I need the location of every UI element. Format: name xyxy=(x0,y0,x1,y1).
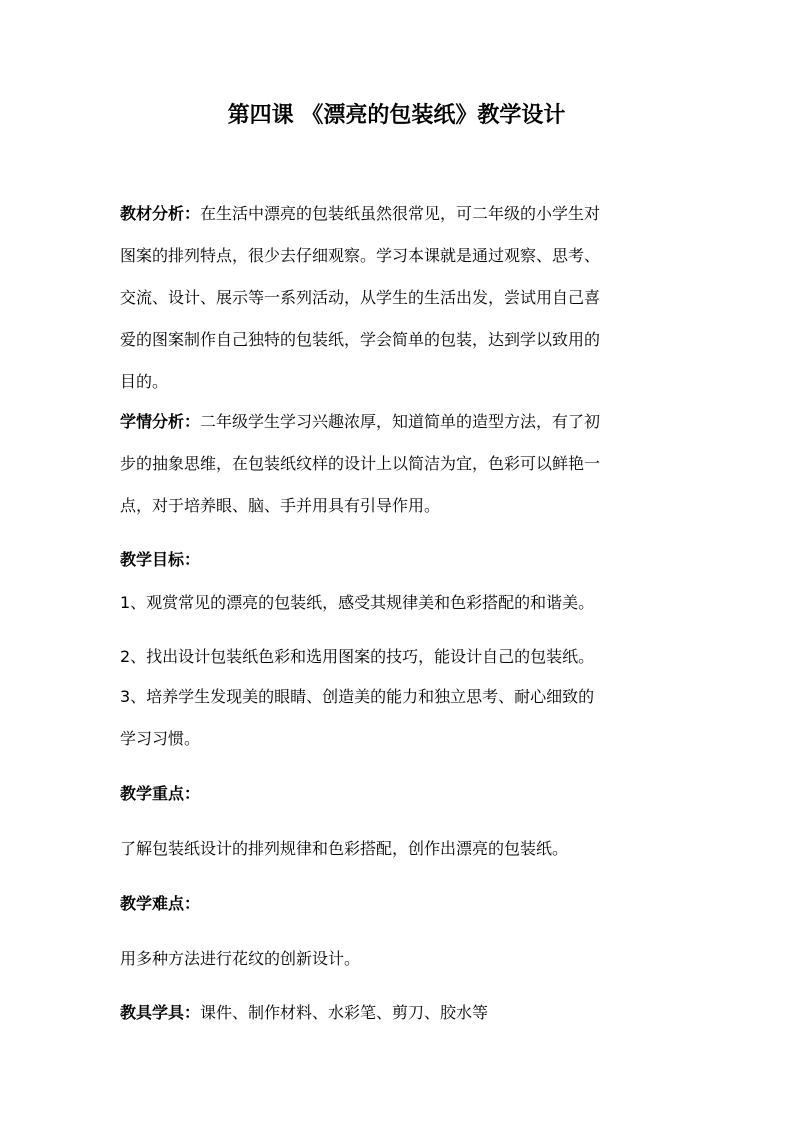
material-analysis-line: 教材分析：在生活中漂亮的包装纸虽然很常见，可二年级的小学生对 xyxy=(120,204,601,223)
tools-line xyxy=(120,997,488,1029)
student-analysis-section xyxy=(120,406,680,522)
student-analysis-line: 学情分析：二年级学生学习兴趣浓厚，知道简单的造型方法，有了初 xyxy=(120,412,601,431)
student-analysis-line: 步的抽象思维，在包装纸纹样的设计上以简洁为宜，色彩可以鲜艳一 xyxy=(120,454,601,473)
student-analysis-line: 点，对于培养眼、脑、手并用具有引导作用。 xyxy=(120,496,441,515)
material-analysis-line: 图案的排列特点，很少去仔细观察。学习本课就是通过观察、思考、 xyxy=(120,246,601,265)
objectives-heading: 教学目标： xyxy=(120,550,201,569)
material-analysis-line: 目的。 xyxy=(120,372,169,391)
material-analysis-line: 交流、设计、展示等一系列活动，从学生的生活出发，尝试用自己喜 xyxy=(120,288,601,307)
objective-item-1: 1、观赏常见的漂亮的包装纸，感受其规律美和色彩搭配的和谐美。 xyxy=(120,593,595,612)
tools-text: 课件、制作材料、水彩笔、剪刀、胶水等 xyxy=(200,1003,489,1022)
difficulties-text: 用多种方法进行花纹的创新设计。 xyxy=(120,949,361,968)
material-analysis-section xyxy=(120,198,680,398)
student-analysis-label: 学情分析： xyxy=(120,412,201,431)
objective-item-3 xyxy=(120,681,680,755)
document-title: 第四课 《漂亮的包装纸》教学设计 xyxy=(227,103,566,128)
key-points-heading: 教学重点： xyxy=(120,784,201,803)
objective-item-2: 2、找出设计包装纸色彩和选用图案的技巧，能设计自己的包装纸。 xyxy=(120,647,595,666)
objective-item-3-line: 学习习惯。 xyxy=(120,729,201,748)
material-analysis-label: 教材分析： xyxy=(120,204,201,223)
material-analysis-line: 爱的图案制作自己独特的包装纸，学会简单的包装，达到学以致用的 xyxy=(120,330,601,349)
key-points-text: 了解包装纸设计的排列规律和色彩搭配，创作出漂亮的包装纸。 xyxy=(120,839,569,858)
tools-label: 教具学具： xyxy=(120,1003,201,1022)
objective-item-3-line: 3、培养学生发现美的眼睛、创造美的能力和独立思考、耐心细致的 xyxy=(120,687,595,706)
difficulties-heading: 教学难点： xyxy=(120,894,201,913)
